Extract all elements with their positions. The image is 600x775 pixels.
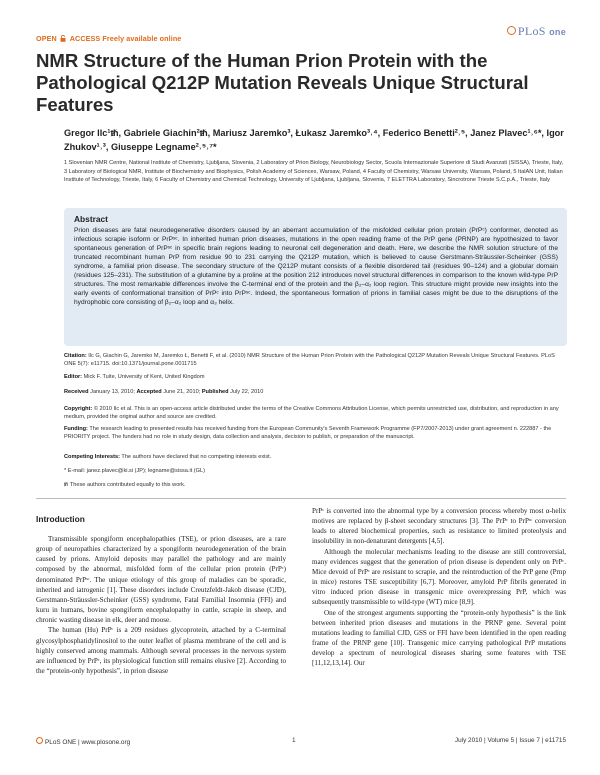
copyright-label: Copyright: — [64, 406, 93, 412]
page-number: 1 — [292, 737, 296, 744]
footer-journal-text: PLoS ONE | www.plosone.org — [45, 739, 131, 746]
footer-journal — [36, 737, 130, 746]
received-date: January 13, 2010; — [90, 389, 135, 395]
editor-text: Mick F. Tuite, University of Kent, United Kingdom — [83, 374, 205, 380]
author-list: Gregor Ilc¹ᵺ, Gabriele Giachin²ᵺ, Mariusz Jaremko³, Łukasz Jaremko³˒⁴, Federico Benetti²˒⁵, Janez Plavec¹˒⁶*, Igor Zhukov¹˒³, Giuseppe Legname²˒⁵˒⁷* — [64, 128, 564, 152]
article-title: NMR Structure of the Human Prion Protein with the Pathological Q212P Mutation Reveals Unique Structural Features — [36, 50, 529, 115]
paragraph: The human (Hu) PrPᶜ is a 209 residues glycoprotein, attached by a C-terminal glycosylphosphatidylinositol to the outer leaflet of plasma membrane of the cell and is highly conserved among mammals. Although several processes in the nervous system are influenced by PrPᶜ, its physiological function still remains elusive [2]. According to the “protein-only hypothesis”, in prion disease — [36, 626, 286, 676]
published-date: July 22, 2010 — [230, 389, 264, 395]
equal-contribution: ᵺ These authors contributed equally to this work. — [64, 482, 186, 488]
abstract-text: Prion diseases are fatal neurodegenerative disorders caused by an aberrant accumulation of the misfolded cellular prion protein (PrPᶜ) conformer, denoted as infectious scrapie isoform or PrPˢᶜ. In inherited human prion diseases, mutations in the open reading frame of the PrP gene (PRNP) are hypothesized to favor spontaneous generation of PrPˢᶜ in specific brain regions leading to neuronal cell degeneration and death. Here, we describe the NMR solution structure of the truncated recombinant human PrP from residue 90 to 231 carrying the Q212P mutation, which is believed to cause Gerstmann-Sträussler-Scheinker (GSS) syndrome, a familial prion disease. The secondary structure of the Q212P mutant consists of a flexible disordered tail (residues 90–124) and a globular domain (residues 125–231). The substitution of a glutamine by a proline at the position 212 introduces novel structural differences in comparison to the known wild-type PrP structures. The most remarkable differences involve the C-terminal end of the protein and the β₂–α₂ loop region. This structure might provide new insights into the early events of conformational transition of PrPᶜ into PrPˢᶜ. Indeed, the spontaneous formation of prions in familial cases might be due to the disruptions of the hydrophobic core consisting of β₂–α₂ loop and α₃ helix. — [74, 227, 558, 307]
journal-header — [36, 24, 566, 43]
competing-label: Competing Interests: — [64, 454, 120, 460]
logo-plos-text: PLoS — [517, 24, 546, 38]
competing-text: The authors have declared that no competing interests exist. — [121, 454, 272, 460]
open-text: OPEN — [36, 34, 57, 43]
abstract-heading: Abstract — [74, 214, 108, 224]
open-lock-icon — [60, 35, 66, 42]
dates — [64, 388, 564, 396]
email: * E-mail: janez.plavec@ki.si (JP); legname@sissa.it (GL) — [64, 468, 205, 474]
plos-logo-mark-icon — [507, 26, 516, 35]
received-label: Received — [64, 389, 89, 395]
page-footer — [36, 737, 566, 747]
affiliations: 1 Slovenian NMR Centre, National Institute of Chemistry, Ljubljana, Slovenia, 2 Laboratory of Prion Biology, Neurobiology Sector, Scuola Internazionale Superiore di Studi Avanzati (SISSA), Trieste, Italy, 3 Laboratory of Biological NMR, Institute of Biochemistry and Biophysics, Polish Academy of Sciences, Warsaw, Poland, 4 Faculty of Chemistry, Warsaw University, Warsaw, Poland, 5 ItalAN Unit, Italian Institute of Technology, Trieste, Italy, 6 Faculty of Chemistry and Chemical Technology, University of Ljubljana, Ljubljana, Slovenia, 7 ELETTRA Laboratory, Sincrotrone Trieste S.C.p.A., Trieste, Italy — [64, 160, 564, 184]
funding-label: Funding: — [64, 426, 88, 432]
plos-one-logo — [507, 24, 566, 39]
open-access-label — [36, 34, 181, 43]
citation-text: Ilc G, Giachin G, Jaremko M, Jaremko Ł, Benetti F, et al. (2010) NMR Structure of the Human Prion Protein with the Pathological Q212P Mutation Reveals Unique Structural Features. PLoS ONE 5(7): e11715. doi:10.1371/journal.pone.0011715 — [64, 353, 555, 367]
competing-interests — [64, 453, 564, 461]
plos-footer-mark-icon — [36, 737, 43, 744]
paragraph: One of the strongest arguments supporting the “protein-only hypothesis” is the link between inherited prion diseases and mutations in the PRNP gene. Several point mutations leading to familial CJD, GSS or FFI have been identified in the open reading frame of the PRNP gene [10]. Transgenic mice carrying pathological PrP mutations develop a spectrum of neurological diseases sharing some features with TSE [11,12,13,14]. Our — [312, 608, 566, 668]
freely-available-text: Freely available online — [102, 34, 182, 43]
paragraph: Transmissible spongiform encephalopathies (TSE), or prion diseases, are a rare group of neuropathies characterized by a spongiform neurodegeneration of the brain caused by prions. Amyloid deposits may parallel the pathology and are mainly composed by the abnormal, misfolded form of the cellular prion protein (PrPᶜ) denominated PrPˢᶜ. The unique etiology of this group of maladies can be sporadic, inherited and iatrogenic [1]. These disorders include Creutzfeldt-Jakob disease (CJD), Gerstmann-Sträussler-Scheinker (GSS) syndrome, Fatal Familial Insomnia (FFI) and kuru in humans, bovine spongiform encephalopathy in cattle, scrapie in sheep, and chronic wasting disease in elk, deer and moose. — [36, 535, 286, 625]
funding-text: The research leading to presented results has received funding from the European Community's Seventh Framework Programme (FP7/2007-2013) under grant agreement n. 222887 - the PRIORITY project. The funders had no role in study design, data collection and analysis, decision to publish, or preparation of the manuscript. — [64, 426, 552, 440]
paragraph: PrPᶜ is converted into the abnormal type by a conversion process whereby most α-helix motives are replaced by β-sheet secondary structures [3]. The PrPᶜ to PrPˢᶜ conversion leads to altered biochemical properties, such as resistance to limited proteolysis and insolubility in non-denaturant detergents [4,5]. — [312, 507, 566, 546]
intro-column-left — [36, 534, 286, 676]
editor — [64, 373, 564, 381]
footer-issue: July 2010 | Volume 5 | Issue 7 | e11715 — [454, 737, 566, 744]
logo-one-text: one — [549, 27, 566, 37]
editor-label: Editor: — [64, 374, 83, 380]
access-text: ACCESS — [69, 34, 101, 43]
funding — [64, 425, 564, 441]
paragraph: Although the molecular mechanisms leading to the disease are still controversial, many evidences suggest that the generation of prion disease is dependent only on PrPᶜ. Mice devoid of PrPᶜ are resistant to scrapie, and the reintroduction of the PrP gene (Prnp in mice) restores TSE susceptibility [6,7]. Moreover, amyloid PrP fibrils generated in vitro induced prion disease in transgenic mice overexpressing PrP, which was subsequently transmissible to wild-type (WT) mice [8,9]. — [312, 547, 566, 607]
citation-label: Citation: — [64, 353, 87, 359]
intro-column-right — [312, 506, 566, 669]
copyright — [64, 405, 564, 421]
citation — [64, 352, 564, 368]
published-label: Published — [201, 389, 229, 395]
section-divider — [36, 498, 566, 499]
accepted-date: June 21, 2010; — [163, 389, 201, 395]
accepted-label: Accepted — [136, 389, 162, 395]
introduction-heading: Introduction — [36, 514, 85, 524]
copyright-text: © 2010 Ilc et al. This is an open-access article distributed under the terms of the Creative Commons Attribution License, which permits unrestricted use, distribution, and reproduction in any medium, provided the original author and source are credited. — [64, 406, 559, 420]
